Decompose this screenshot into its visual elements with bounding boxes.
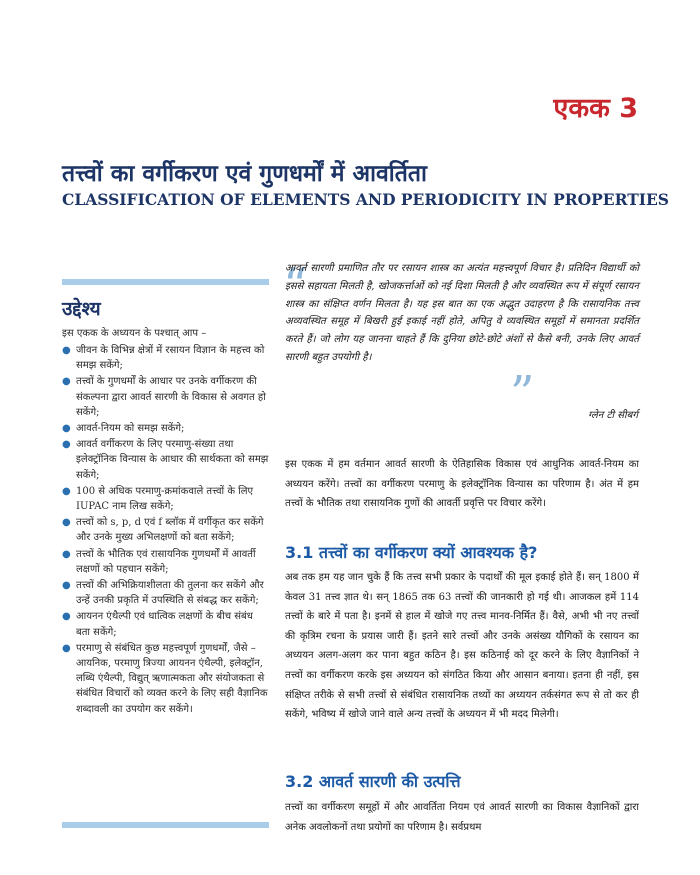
section-1-block — [285, 568, 639, 725]
objectives-top-band — [62, 279, 269, 285]
section-2-paragraph: तत्त्वों का वर्गीकरण समूहों में और आवर्तिता नियम एवं आवर्त सारणी का विकास वैज्ञानिकों द्वारा अनेक अवलोकनों तथा प्रयोगों का परिणाम है। सर्वप्रथम — [285, 802, 639, 833]
section-1-heading: 3.1 तत्त्वों का वर्गीकरण क्यों आवश्यक है? — [285, 543, 538, 562]
list-item: ● आयनन एंथैल्पी एवं धात्विक लक्षणों के बीच संबंध बता सकेंगे; — [62, 611, 253, 638]
list-item: ● तत्त्वों के गुणधर्मों के आधार पर उनके वर्गीकरण की संकल्पना द्वारा आवर्त सारणी के विकास से अवगत हो सकेंगे; — [62, 376, 266, 418]
bullet-icon: ● — [62, 580, 71, 592]
section-2-heading: 3.2 आवर्त सारणी की उत्पत्ति — [285, 772, 461, 791]
bullet-icon: ● — [62, 611, 71, 623]
list-item: ● जीवन के विभिन्न क्षेत्रों में रसायन विज्ञान के महत्त्व को समझ सकेंगे; — [62, 345, 265, 372]
bullet-icon: ● — [62, 423, 71, 435]
section-2-block — [285, 798, 639, 837]
bullet-icon: ● — [62, 485, 71, 497]
list-item: ● 100 से अधिक परमाणु-क्रमांकवाले तत्त्वों के लिए IUPAC नाम लिख सकेंगे; — [62, 485, 254, 513]
objectives-box — [62, 279, 269, 718]
unit-label: एकक 3 — [553, 93, 638, 124]
bullet-icon: ● — [62, 517, 71, 529]
list-item: ● तत्त्वों को s, p, d एवं f ब्लॉक में वर्गीकृत कर सकेंगे और उनके मुख्य अभिलक्षणों को बता सकेंगे; — [62, 517, 264, 544]
list-item: ● आवर्त वर्गीकरण के लिए परमाणु-संख्या तथा इलेक्ट्रॉनिक विन्यास के आधार की सार्थकता को समझ सकेंगे; — [62, 439, 269, 481]
bullet-icon: ● — [62, 345, 71, 356]
quote-text: आवर्त सारणी प्रमाणित तौर पर रसायन शास्त्र का अत्यंत महत्त्वपूर्ण विचार है। प्रतिदिन विद्यार्थी को इससे सहायता मिलती है, खोजकर्त्ताओं को नई दिशा मिलती है और व्यवस्थित रूप में संपूर्ण रसायन शास्त्र का संक्षिप्त वर्णन मिलता है। यह इस बात का एक अद्भुत उदाहरण है कि रासायनिक तत्त्व अव्यवस्थित समूह में बिखरी हुई इकाई नहीं होते, अपितु वे व्यवस्थित समूहों में समानता प्रदर्शित करते हैं। जो लोग यह जानना चाहते हैं कि दुनिया छोटे-छोटे अंशों से कैसे बनी, उनके लिए आवर्त सारणी बहुत उपयोगी है। — [285, 263, 639, 363]
objectives-heading: उद्देश्य — [62, 298, 101, 320]
bullet-icon: ● — [62, 548, 71, 560]
objectives-intro: इस एकक के अध्ययन के पश्चात् आप – — [62, 328, 207, 339]
list-item: ● तत्त्वों के भौतिक एवं रासायनिक गुणधर्मों में आवर्ती लक्षणों को पहचान सकेंगे; — [62, 548, 256, 575]
section-1-paragraph: अब तक हम यह जान चुके हैं कि तत्त्व सभी प्रकार के पदार्थों की मूल इकाई होते हैं। सन् 1800 में केवल 31 तत्त्व ज्ञात थे। सन् 1865 तक 63 तत्त्वों की जानकारी हो गई थी। आजकल हमें 114 तत्त्वों के बारे में पता है। इनमें से हाल में खोजे गए तत्त्व मानव-निर्मित हैं। वैसे, अभी भी नए तत्त्वों की कृत्रिम रचना के प्रयास जारी हैं। इतने सारे तत्त्वों और उनके असंख्य यौगिकों के रसायन का अध्ययन अलग-अलग कर पाना बहुत कठिन है। इस कठिनाई को दूर करने के लिए वैज्ञानिकों ने तत्त्वों का वर्गीकरण करके इस अध्ययन को संगठित किया और आसान बनाया। इतना ही नहीं, इस संक्षिप्त तरीके से सभी तत्त्वों से संबंधित रासायनिक तथ्यों का अध्ययन तर्कसंगत रूप से तो कर ही सकेंगे, भविष्य में खोजे जाने वाले अन्य तत्त्वों के अध्ययन में भी मदद मिलेगी। — [285, 572, 639, 721]
list-item: ● तत्त्वों की अभिक्रियाशीलता की तुलना कर सकेंगे और उन्हें उनकी प्रकृति में उपस्थिति से संबद्ध कर सकेंगे; — [62, 580, 264, 607]
intro-paragraph: इस एकक में हम वर्तमान आवर्त सारणी के ऐतिहासिक विकास एवं आधुनिक आवर्त-नियम का अध्ययन करेंगे। तत्त्वों का वर्गीकरण परमाणु के इलेक्ट्रॉनिक विन्यास का परिणाम है। अंत में हम तत्त्वों के भौतिक तथा रासायनिक गुणों की आवर्ती प्रवृत्ति पर विचार करेंगे। — [285, 459, 639, 510]
objectives-list — [62, 343, 269, 717]
close-quote-icon: ” — [510, 366, 535, 422]
bullet-icon: ● — [62, 439, 71, 451]
open-quote-icon: “ — [283, 258, 308, 314]
bullet-icon: ● — [62, 642, 71, 654]
chapter-title-hindi: तत्त्वों का वर्गीकरण एवं गुणधर्मों में आवर्तिता — [62, 161, 427, 187]
objectives-bottom-band — [62, 822, 269, 828]
intro-paragraph-block — [285, 455, 639, 514]
bullet-icon: ● — [62, 376, 71, 388]
list-item: ● परमाणु से संबंधित कुछ महत्त्वपूर्ण गुणधर्मों, जैसे – आयनिक, परमाणु त्रिज्या आयनन एंथैल्पी, इलेक्ट्रॉन, लब्धि एंथैल्पी, विद्युत् ऋणात्मकता और संयोजकता से संबंधित विचारों को व्यक्त करने के लिए सही वैज्ञानिक शब्दावली का उपयोग कर सकेंगे। — [62, 642, 268, 715]
chapter-title-english: CLASSIFICATION OF ELEMENTS AND PERIODICITY IN PROPERTIES — [62, 190, 670, 209]
quote-author: ग्लेन टी सीबर्ग — [588, 410, 638, 421]
list-item: ● आवर्त-नियम को समझ सकेंगे; — [62, 421, 269, 436]
